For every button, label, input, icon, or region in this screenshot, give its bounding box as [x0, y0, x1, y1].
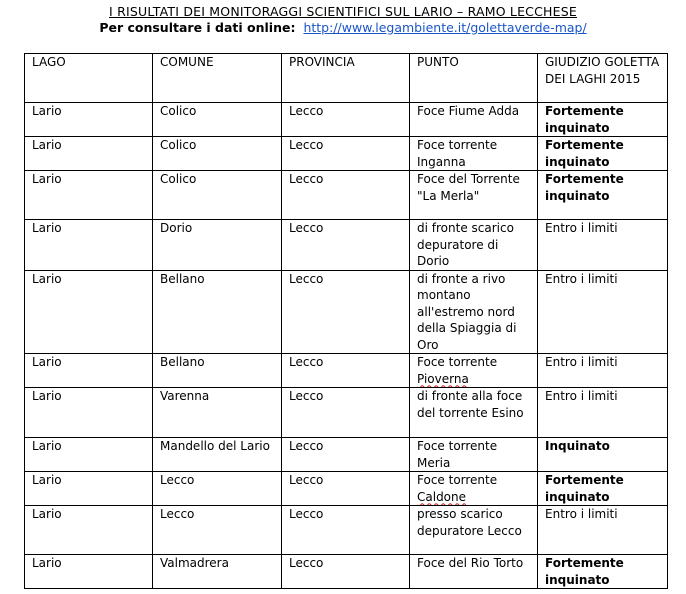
cell-comune: Lecco — [153, 506, 282, 555]
cell-lago: Lario — [25, 438, 153, 472]
cell-giudizio: Fortemente inquinato — [538, 555, 668, 589]
cell-provincia: Lecco — [282, 472, 410, 506]
table-header-row — [25, 54, 668, 103]
cell-punto-flagged-word: Pioverna — [417, 371, 469, 386]
cell-lago: Lario — [25, 555, 153, 589]
results-table — [24, 53, 668, 589]
header-lago: LAGO — [25, 54, 153, 103]
cell-punto-main: Foce torrente — [417, 355, 498, 369]
cell-comune: Bellano — [153, 270, 282, 354]
table-body — [25, 103, 668, 589]
table-row — [25, 555, 668, 589]
cell-punto-flagged-word: Caldone — [417, 489, 467, 504]
cell-giudizio: Entro i limiti — [538, 354, 668, 388]
cell-comune: Mandello del Lario — [153, 438, 282, 472]
header-comune: COMUNE — [153, 54, 282, 103]
cell-lago: Lario — [25, 171, 153, 220]
cell-provincia: Lecco — [282, 354, 410, 388]
header-punto: PUNTO — [410, 54, 538, 103]
cell-lago: Lario — [25, 103, 153, 137]
cell-punto: Foce torrente Meria — [410, 438, 538, 472]
cell-provincia: Lecco — [282, 103, 410, 137]
cell-comune: Lecco — [153, 472, 282, 506]
cell-provincia: Lecco — [282, 506, 410, 555]
cell-lago: Lario — [25, 388, 153, 438]
cell-lago: Lario — [25, 137, 153, 171]
table-row — [25, 137, 668, 171]
header-giudizio: GIUDIZIO GOLETTA DEI LAGHI 2015 — [538, 54, 668, 103]
cell-giudizio: Fortemente inquinato — [538, 137, 668, 171]
cell-giudizio: Fortemente inquinato — [538, 171, 668, 220]
document-title: I RISULTATI DEI MONITORAGGI SCIENTIFICI SUL LARIO – RAMO LECCHESE — [109, 4, 577, 19]
cell-giudizio: Entro i limiti — [538, 220, 668, 271]
cell-comune: Colico — [153, 103, 282, 137]
cell-comune: Varenna — [153, 388, 282, 438]
table-row — [25, 103, 668, 137]
cell-provincia: Lecco — [282, 555, 410, 589]
subtitle-label: Per consultare i dati online: — [99, 20, 296, 35]
table-row — [25, 388, 668, 438]
cell-giudizio: Fortemente inquinato — [538, 103, 668, 137]
cell-comune: Bellano — [153, 354, 282, 388]
cell-provincia: Lecco — [282, 137, 410, 171]
cell-giudizio: Inquinato — [538, 438, 668, 472]
cell-provincia: Lecco — [282, 171, 410, 220]
cell-punto-main: Foce torrente — [417, 473, 498, 487]
cell-provincia: Lecco — [282, 388, 410, 438]
cell-lago: Lario — [25, 506, 153, 555]
table-row — [25, 472, 668, 506]
cell-provincia: Lecco — [282, 220, 410, 271]
cell-giudizio: Entro i limiti — [538, 506, 668, 555]
cell-punto: Foce del Rio Torto — [410, 555, 538, 589]
cell-punto: Foce torrente Inganna — [410, 137, 538, 171]
cell-punto — [410, 472, 538, 506]
header-provincia: PROVINCIA — [282, 54, 410, 103]
cell-provincia: Lecco — [282, 270, 410, 354]
cell-punto: di fronte scarico depuratore di Dorio — [410, 220, 538, 271]
table-row — [25, 220, 668, 271]
table-row — [25, 171, 668, 220]
cell-punto — [410, 354, 538, 388]
cell-punto: Foce del Torrente "La Merla" — [410, 171, 538, 220]
cell-provincia: Lecco — [282, 438, 410, 472]
cell-giudizio: Fortemente inquinato — [538, 472, 668, 506]
cell-comune: Colico — [153, 171, 282, 220]
cell-comune: Valmadrera — [153, 555, 282, 589]
online-data-link[interactable]: http://www.legambiente.it/golettaverde-map/ — [303, 20, 587, 35]
table-row — [25, 270, 668, 354]
cell-giudizio: Entro i limiti — [538, 388, 668, 438]
cell-comune: Dorio — [153, 220, 282, 271]
document-subtitle — [0, 20, 686, 36]
table-row — [25, 438, 668, 472]
table-row — [25, 354, 668, 388]
table-row — [25, 506, 668, 555]
cell-giudizio: Entro i limiti — [538, 270, 668, 354]
cell-comune: Colico — [153, 137, 282, 171]
cell-punto: di fronte a rivo montano all'estremo nord della Spiaggia di Oro — [410, 270, 538, 354]
cell-punto: di fronte alla foce del torrente Esino — [410, 388, 538, 438]
cell-punto: presso scarico depuratore Lecco — [410, 506, 538, 555]
cell-punto: Foce Fiume Adda — [410, 103, 538, 137]
cell-lago: Lario — [25, 472, 153, 506]
cell-lago: Lario — [25, 354, 153, 388]
cell-lago: Lario — [25, 220, 153, 271]
cell-lago: Lario — [25, 270, 153, 354]
